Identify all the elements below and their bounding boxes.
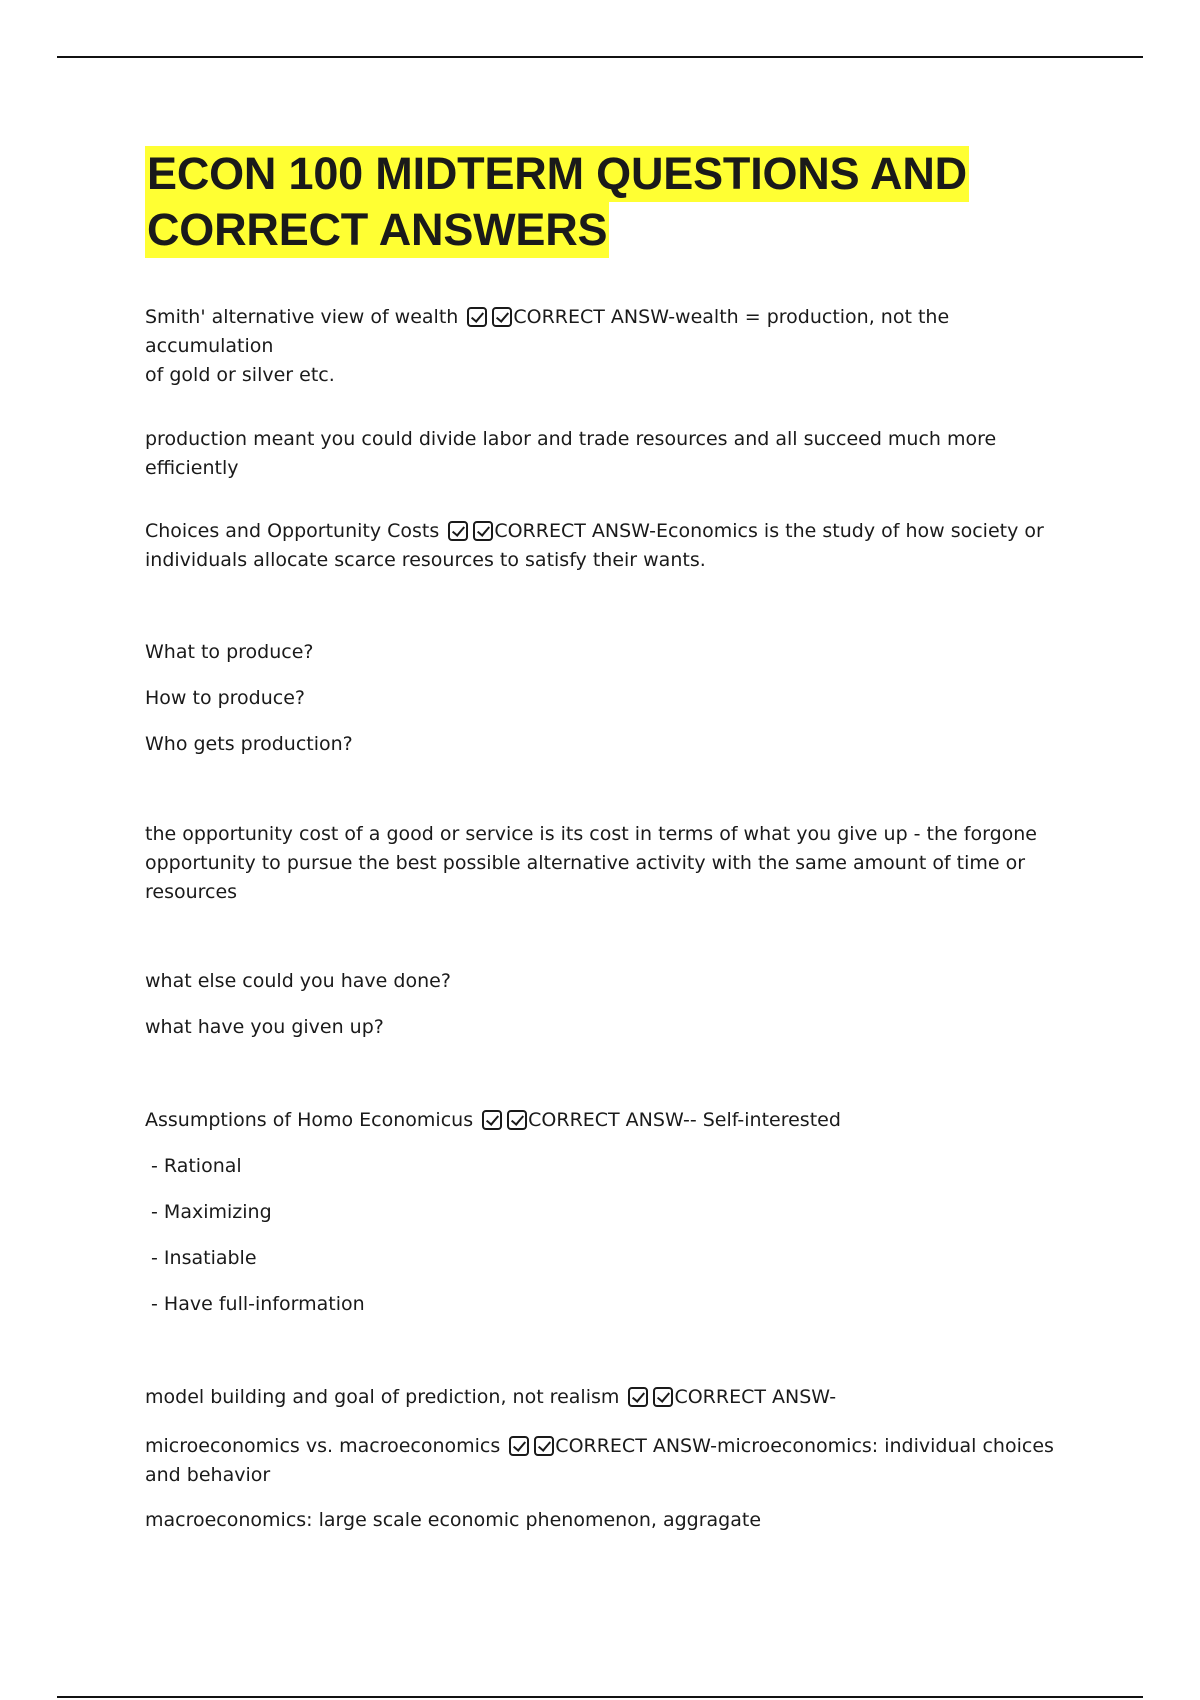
question-text: Choices and Opportunity Costs	[145, 520, 440, 542]
list-item: - Insatiable	[145, 1247, 257, 1269]
text-line: what have you given up?	[145, 1016, 384, 1038]
qa-micro-macro	[145, 1432, 1075, 1490]
text-line: What to produce?	[145, 641, 314, 663]
checkbox-check-icon	[628, 1387, 648, 1407]
answer-text: CORRECT ANSW-microeconomics: individual choices	[555, 1435, 1054, 1457]
checkbox-check-icon	[482, 1110, 502, 1130]
opportunity-cost-paragraph	[145, 820, 1075, 907]
top-rule	[57, 56, 1143, 58]
question-text: Assumptions of Homo Economicus	[145, 1109, 474, 1131]
question-text: model building and goal of prediction, not realism	[145, 1386, 620, 1408]
checkbox-check-icon	[492, 307, 512, 327]
list-item: - Have full-information	[145, 1293, 365, 1315]
checkbox-check-icon	[534, 1436, 554, 1456]
answer-text: CORRECT ANSW-wealth = production, not the accumulation	[145, 306, 950, 357]
answer-text: CORRECT ANSW-- Self-interested	[528, 1109, 841, 1131]
answer-text-cont: of gold or silver etc.	[145, 364, 335, 386]
qa-model-building	[145, 1383, 1075, 1412]
paragraph-line: resources	[145, 881, 238, 903]
checkbox-check-icon	[467, 307, 487, 327]
document-title	[145, 146, 1065, 258]
bottom-rule	[57, 1696, 1143, 1698]
question-text: Smith' alternative view of wealth	[145, 306, 459, 328]
paragraph-line: the opportunity cost of a good or service is its cost in terms of what you give up - the forgone	[145, 823, 1037, 845]
checkbox-check-icon	[473, 521, 493, 541]
answer-text: CORRECT ANSW-	[674, 1386, 837, 1408]
checkbox-check-icon	[509, 1436, 529, 1456]
paragraph-line: opportunity to pursue the best possible alternative activity with the same amount of time or	[145, 852, 1026, 874]
checkbox-check-icon	[507, 1110, 527, 1130]
list-item: - Rational	[145, 1155, 242, 1177]
text-line: what else could you have done?	[145, 970, 451, 992]
qa-homo-economicus	[145, 1106, 1075, 1135]
production-note: production meant you could divide labor and trade resources and all succeed much more efficiently	[145, 428, 997, 479]
qa-smith	[145, 303, 1075, 390]
checkbox-check-icon	[448, 521, 468, 541]
answer-text: CORRECT ANSW-Economics is the study of how society or	[494, 520, 1044, 542]
title-line-2: CORRECT ANSWERS	[145, 202, 609, 258]
text-line: Who gets production?	[145, 733, 353, 755]
list-item: - Maximizing	[145, 1201, 272, 1223]
answer-text-cont: individuals allocate scarce resources to satisfy their wants.	[145, 549, 706, 571]
text-line: macroeconomics: large scale economic phenomenon, aggragate	[145, 1509, 762, 1531]
question-text: microeconomics vs. macroeconomics	[145, 1435, 501, 1457]
text-line: How to produce?	[145, 687, 306, 709]
title-line-1: ECON 100 MIDTERM QUESTIONS AND	[145, 146, 969, 202]
checkbox-check-icon	[653, 1387, 673, 1407]
qa-choices	[145, 517, 1075, 575]
answer-text-cont: and behavior	[145, 1464, 271, 1486]
